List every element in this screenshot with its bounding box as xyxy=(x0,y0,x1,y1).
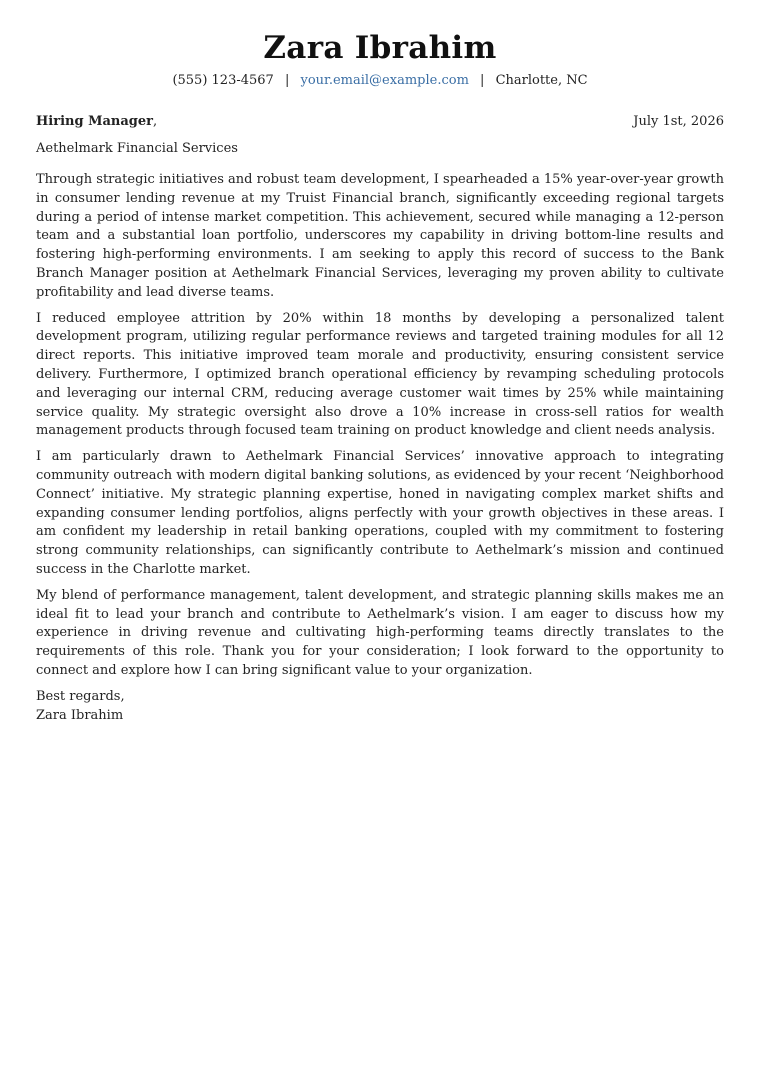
body-paragraph: I reduced employee attrition by 20% within 18 months by developing a personalized talent development program, utilizing regular performance reviews and targeted training modules for all 12 direct reports. This initiative improved team morale and productivity, ensuring consistent service delivery. Furthermore, I optimized branch operational efficiency by revamping scheduling protocols and leveraging our internal CRM, reducing average customer wait times by 25% while maintaining service quality. My strategic oversight also drove a 10% increase in cross-sell ratios for wealth management products through focused team training on product knowledge and client needs analysis. xyxy=(36,310,724,439)
body-paragraph: Through strategic initiatives and robust team development, I spearheaded a 15% year-over-year growth in consumer lending revenue at my Truist Financial branch, significantly exceeding regional targets during a period of intense market competition. This achievement, secured while managing a 12-person team and a substantial loan portfolio, underscores my capability in driving bottom-line results and fostering high-performing environments. I am seeking to apply this record of success to the Bank Branch Manager position at Aethelmark Financial Services, leveraging my proven ability to cultivate profitability and lead diverse teams. xyxy=(36,172,724,300)
applicant-name: Zara Ibrahim xyxy=(263,30,497,66)
salutation xyxy=(36,113,157,131)
contact-separator: | xyxy=(480,73,485,88)
closing-block xyxy=(36,688,724,726)
contact-separator: | xyxy=(284,73,290,88)
body-paragraph: My blend of performance management, talent development, and strategic planning skills makes me an ideal fit to lead your branch and contribute to Aethelmark’s vision. I am eager to discuss how my experience in driving revenue and cultivating high-performing teams directly translates to the requirements of this role. Thank you for your consideration; I look forward to the opportunity to connect and explore how I can bring significant value to your organization. xyxy=(36,587,724,678)
phone-number: (555) 123-4567 xyxy=(172,73,274,88)
email-link[interactable]: your.email@example.com xyxy=(300,73,469,88)
location: Charlotte, NC xyxy=(495,73,588,88)
salutation-punctuation: , xyxy=(152,114,158,129)
letter-body xyxy=(36,171,724,681)
contact-line xyxy=(36,72,724,90)
closing-phrase: Best regards, xyxy=(36,688,125,704)
body-paragraph: I am particularly drawn to Aethelmark Financial Services’ innovative approach to integrating community outreach with modern digital banking solutions, as evidenced by your recent ‘Neighborhood Connect’ initiative. My strategic planning expertise, honed in navigating complex market shifts and expanding consumer lending portfolios, aligns perfectly with your growth objectives in these areas. I am confident my leadership in retail banking operations, coupled with my commitment to fostering strong community relationships, can significantly contribute to Aethelmark’s mission and continued success in the Charlotte market. xyxy=(36,449,724,577)
signature-name: Zara Ibrahim xyxy=(36,707,124,723)
recipient-company: Aethelmark Financial Services xyxy=(36,141,238,156)
recipient-title: Hiring Manager xyxy=(36,114,153,129)
salutation-date-row xyxy=(36,113,724,131)
letter-date: July 1st, 2026 xyxy=(633,114,724,129)
